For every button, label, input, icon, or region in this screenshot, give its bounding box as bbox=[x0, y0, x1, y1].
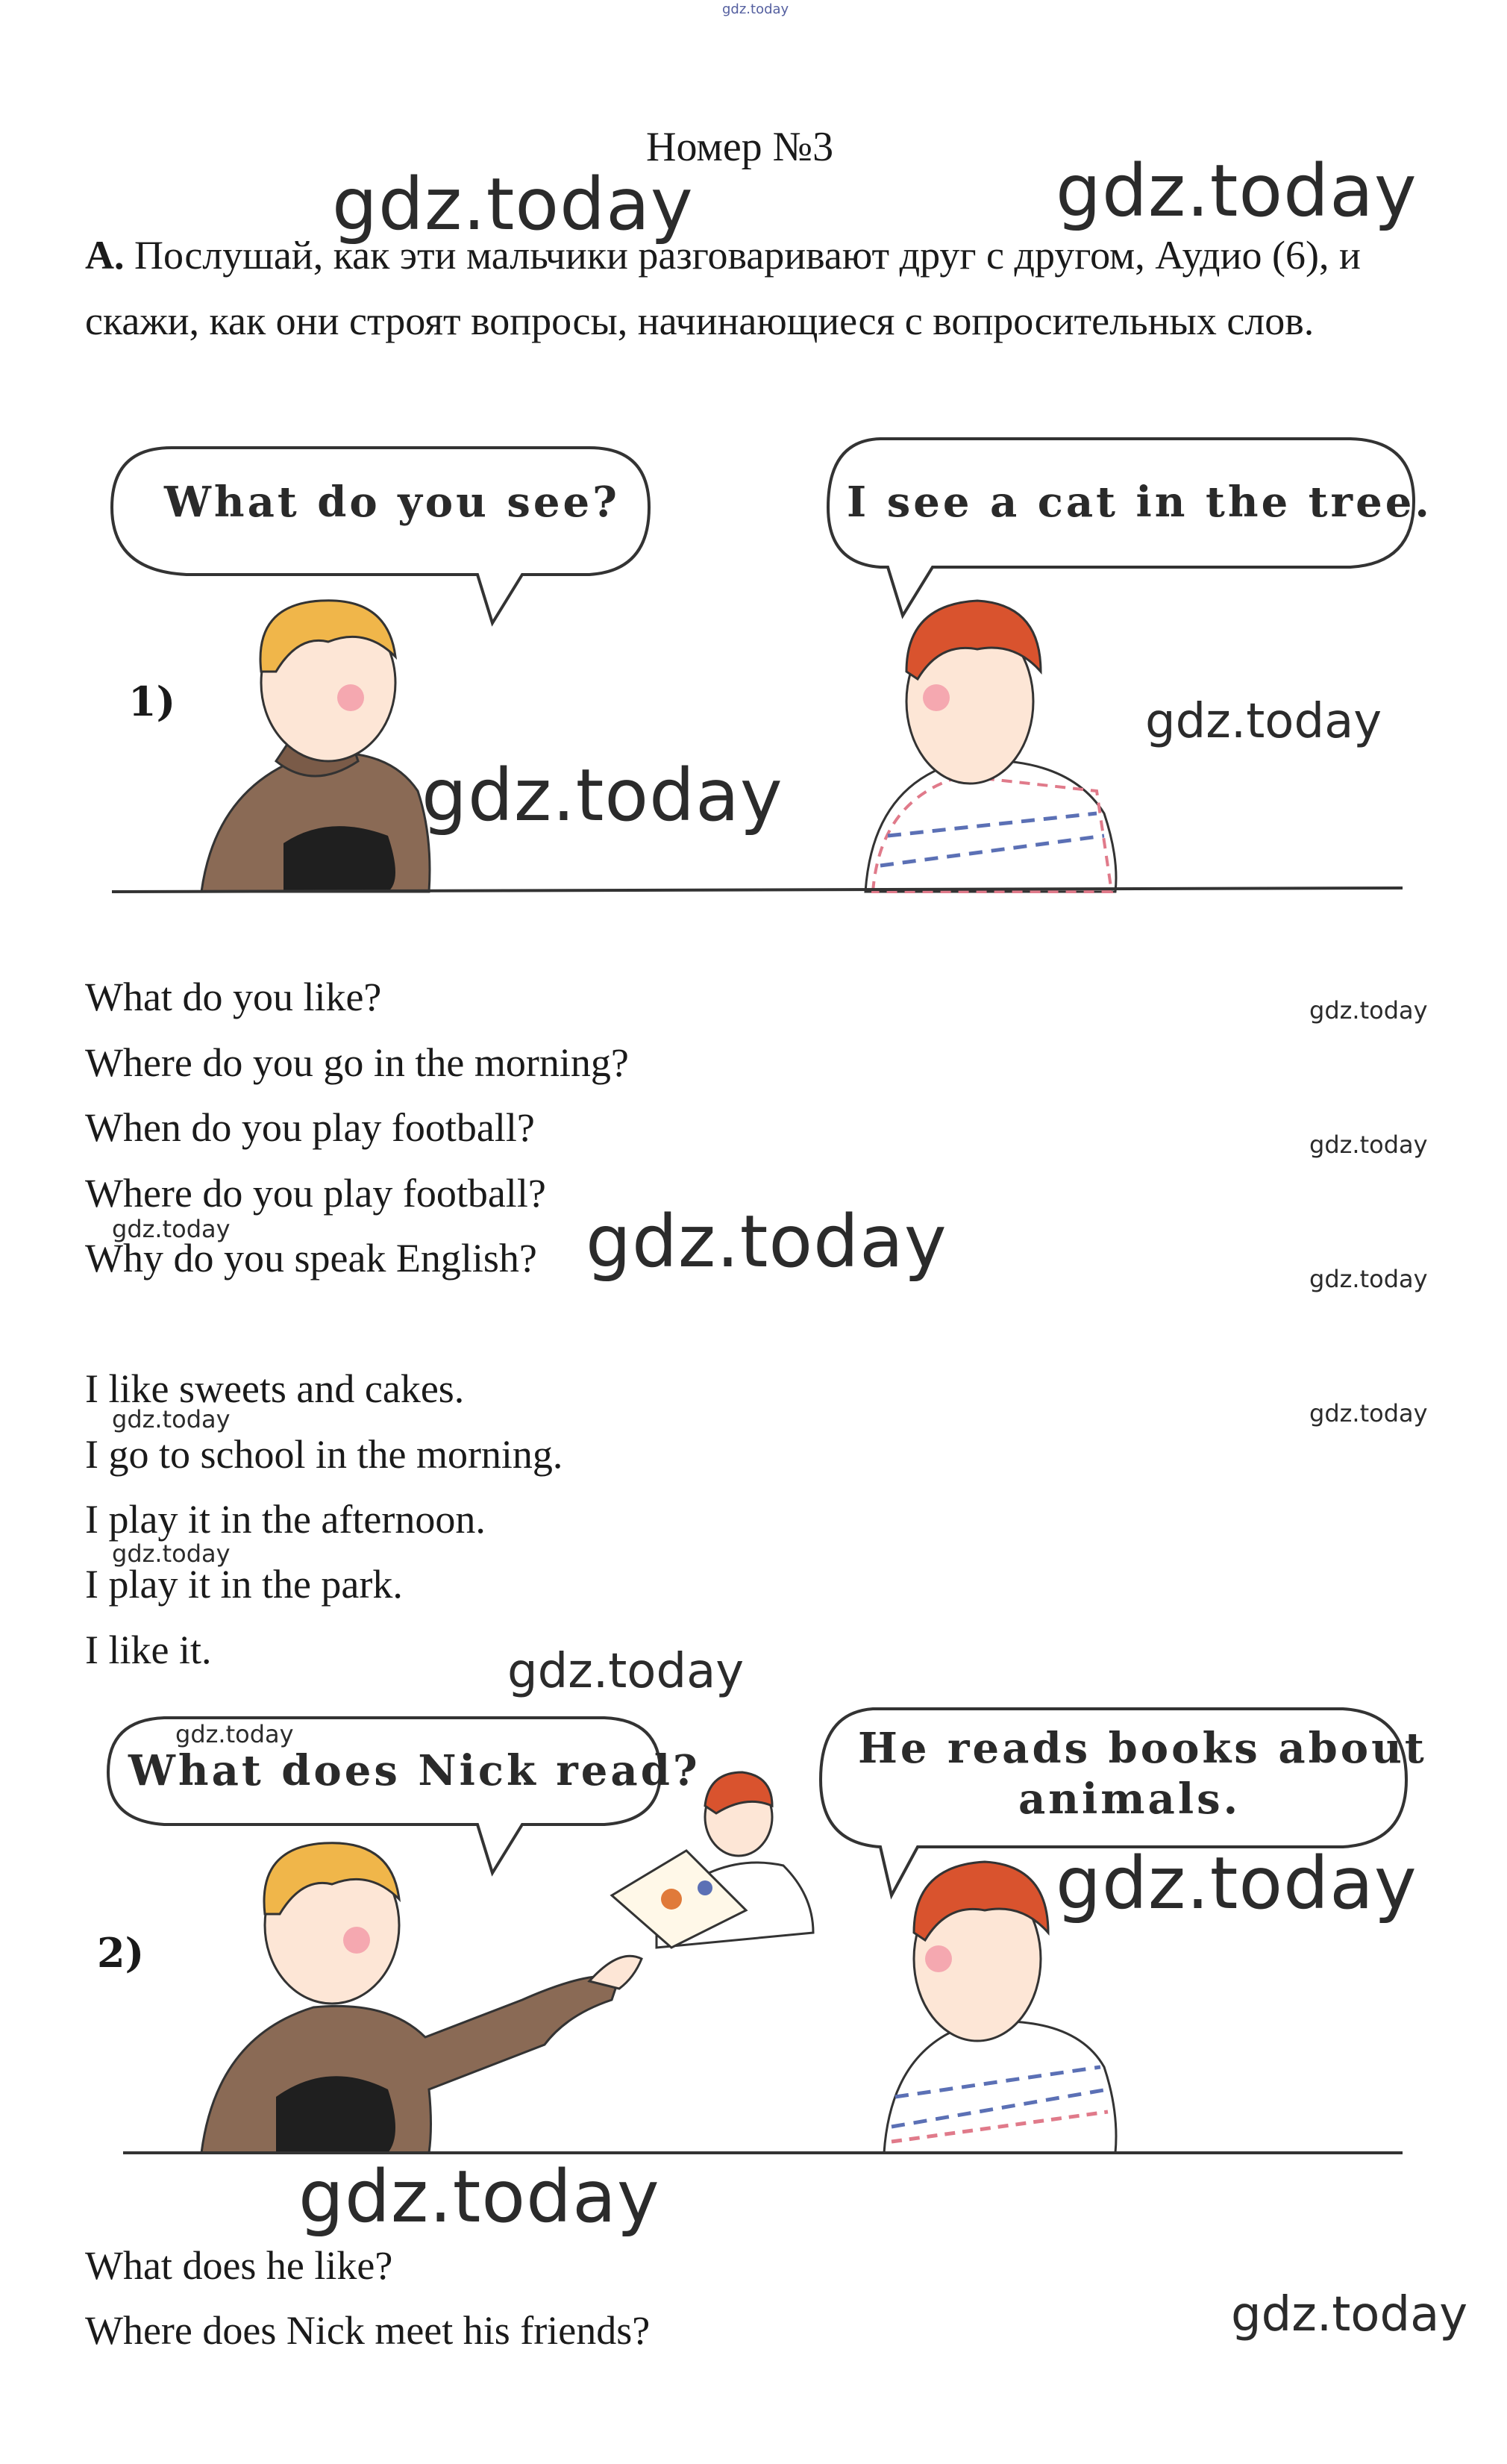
header-watermark: gdz.today bbox=[722, 1, 789, 17]
watermark: gdz.today bbox=[507, 1644, 745, 1699]
scene1-right-bubble bbox=[828, 439, 1414, 616]
scene2-blond-boy bbox=[201, 1843, 642, 2153]
question-1: What do you like? bbox=[85, 975, 382, 1019]
watermark: gdz.today bbox=[1309, 1131, 1428, 1159]
scene2-left-bubble-text: What does Nick read? bbox=[128, 1746, 701, 1795]
watermark: gdz.today bbox=[1309, 996, 1428, 1025]
watermark: gdz.today bbox=[586, 1200, 947, 1283]
answer-5: I like it. bbox=[85, 1627, 212, 1672]
scene1-left-bubble bbox=[112, 448, 649, 623]
page-title: Номер №3 bbox=[646, 124, 834, 170]
scene1-right-bubble-text: I see a cat in the tree. bbox=[847, 478, 1432, 527]
watermark: gdz.today bbox=[1231, 2287, 1468, 2342]
question-3: When do you play football? bbox=[85, 1105, 535, 1150]
question-2: Where do you go in the morning? bbox=[85, 1040, 629, 1085]
scene2-label: 2) bbox=[97, 1929, 145, 1977]
watermark: gdz.today bbox=[298, 2155, 660, 2239]
watermark: gdz.today bbox=[1309, 1265, 1428, 1293]
answer-2: I go to school in the morning. bbox=[85, 1432, 563, 1477]
watermark: gdz.today bbox=[1145, 694, 1382, 749]
answer-3: I play it in the afternoon. bbox=[85, 1497, 486, 1542]
answer-1: I like sweets and cakes. bbox=[85, 1366, 465, 1411]
scene1-left-bubble-text: What do you see? bbox=[164, 478, 620, 527]
watermark: gdz.today bbox=[332, 163, 694, 246]
watermark: gdz.today bbox=[112, 1405, 231, 1433]
scene1-blond-boy bbox=[201, 601, 430, 892]
task-body: Послушай, как эти мальчики разговаривают друг с другом, Аудио (6), и скажи, как они строят вопросы, начинающиеся с вопросительных слов. bbox=[85, 233, 1361, 343]
scene1-label: 1) bbox=[128, 678, 176, 725]
watermark: gdz.today bbox=[175, 1720, 294, 1748]
question2-2: Where does Nick meet his friends? bbox=[85, 2308, 651, 2353]
watermark: gdz.today bbox=[1056, 1842, 1417, 1925]
scene2-right-bubble-line2: animals. bbox=[1018, 1774, 1241, 1824]
watermark: gdz.today bbox=[112, 1539, 231, 1568]
watermark: gdz.today bbox=[1056, 149, 1417, 233]
task-letter: A. bbox=[85, 233, 125, 278]
scene1-red-boy bbox=[865, 601, 1116, 892]
watermark: gdz.today bbox=[1309, 1399, 1428, 1428]
answer-4: I play it in the park. bbox=[85, 1562, 403, 1607]
watermark: gdz.today bbox=[112, 1215, 231, 1243]
question-5: Why do you speak English? bbox=[85, 1236, 537, 1281]
question2-1: What does he like? bbox=[85, 2243, 393, 2288]
question-4: Where do you play football? bbox=[85, 1171, 546, 1216]
scene2-right-bubble-line1: He reads books about bbox=[858, 1724, 1427, 1773]
watermark: gdz.today bbox=[422, 754, 783, 837]
